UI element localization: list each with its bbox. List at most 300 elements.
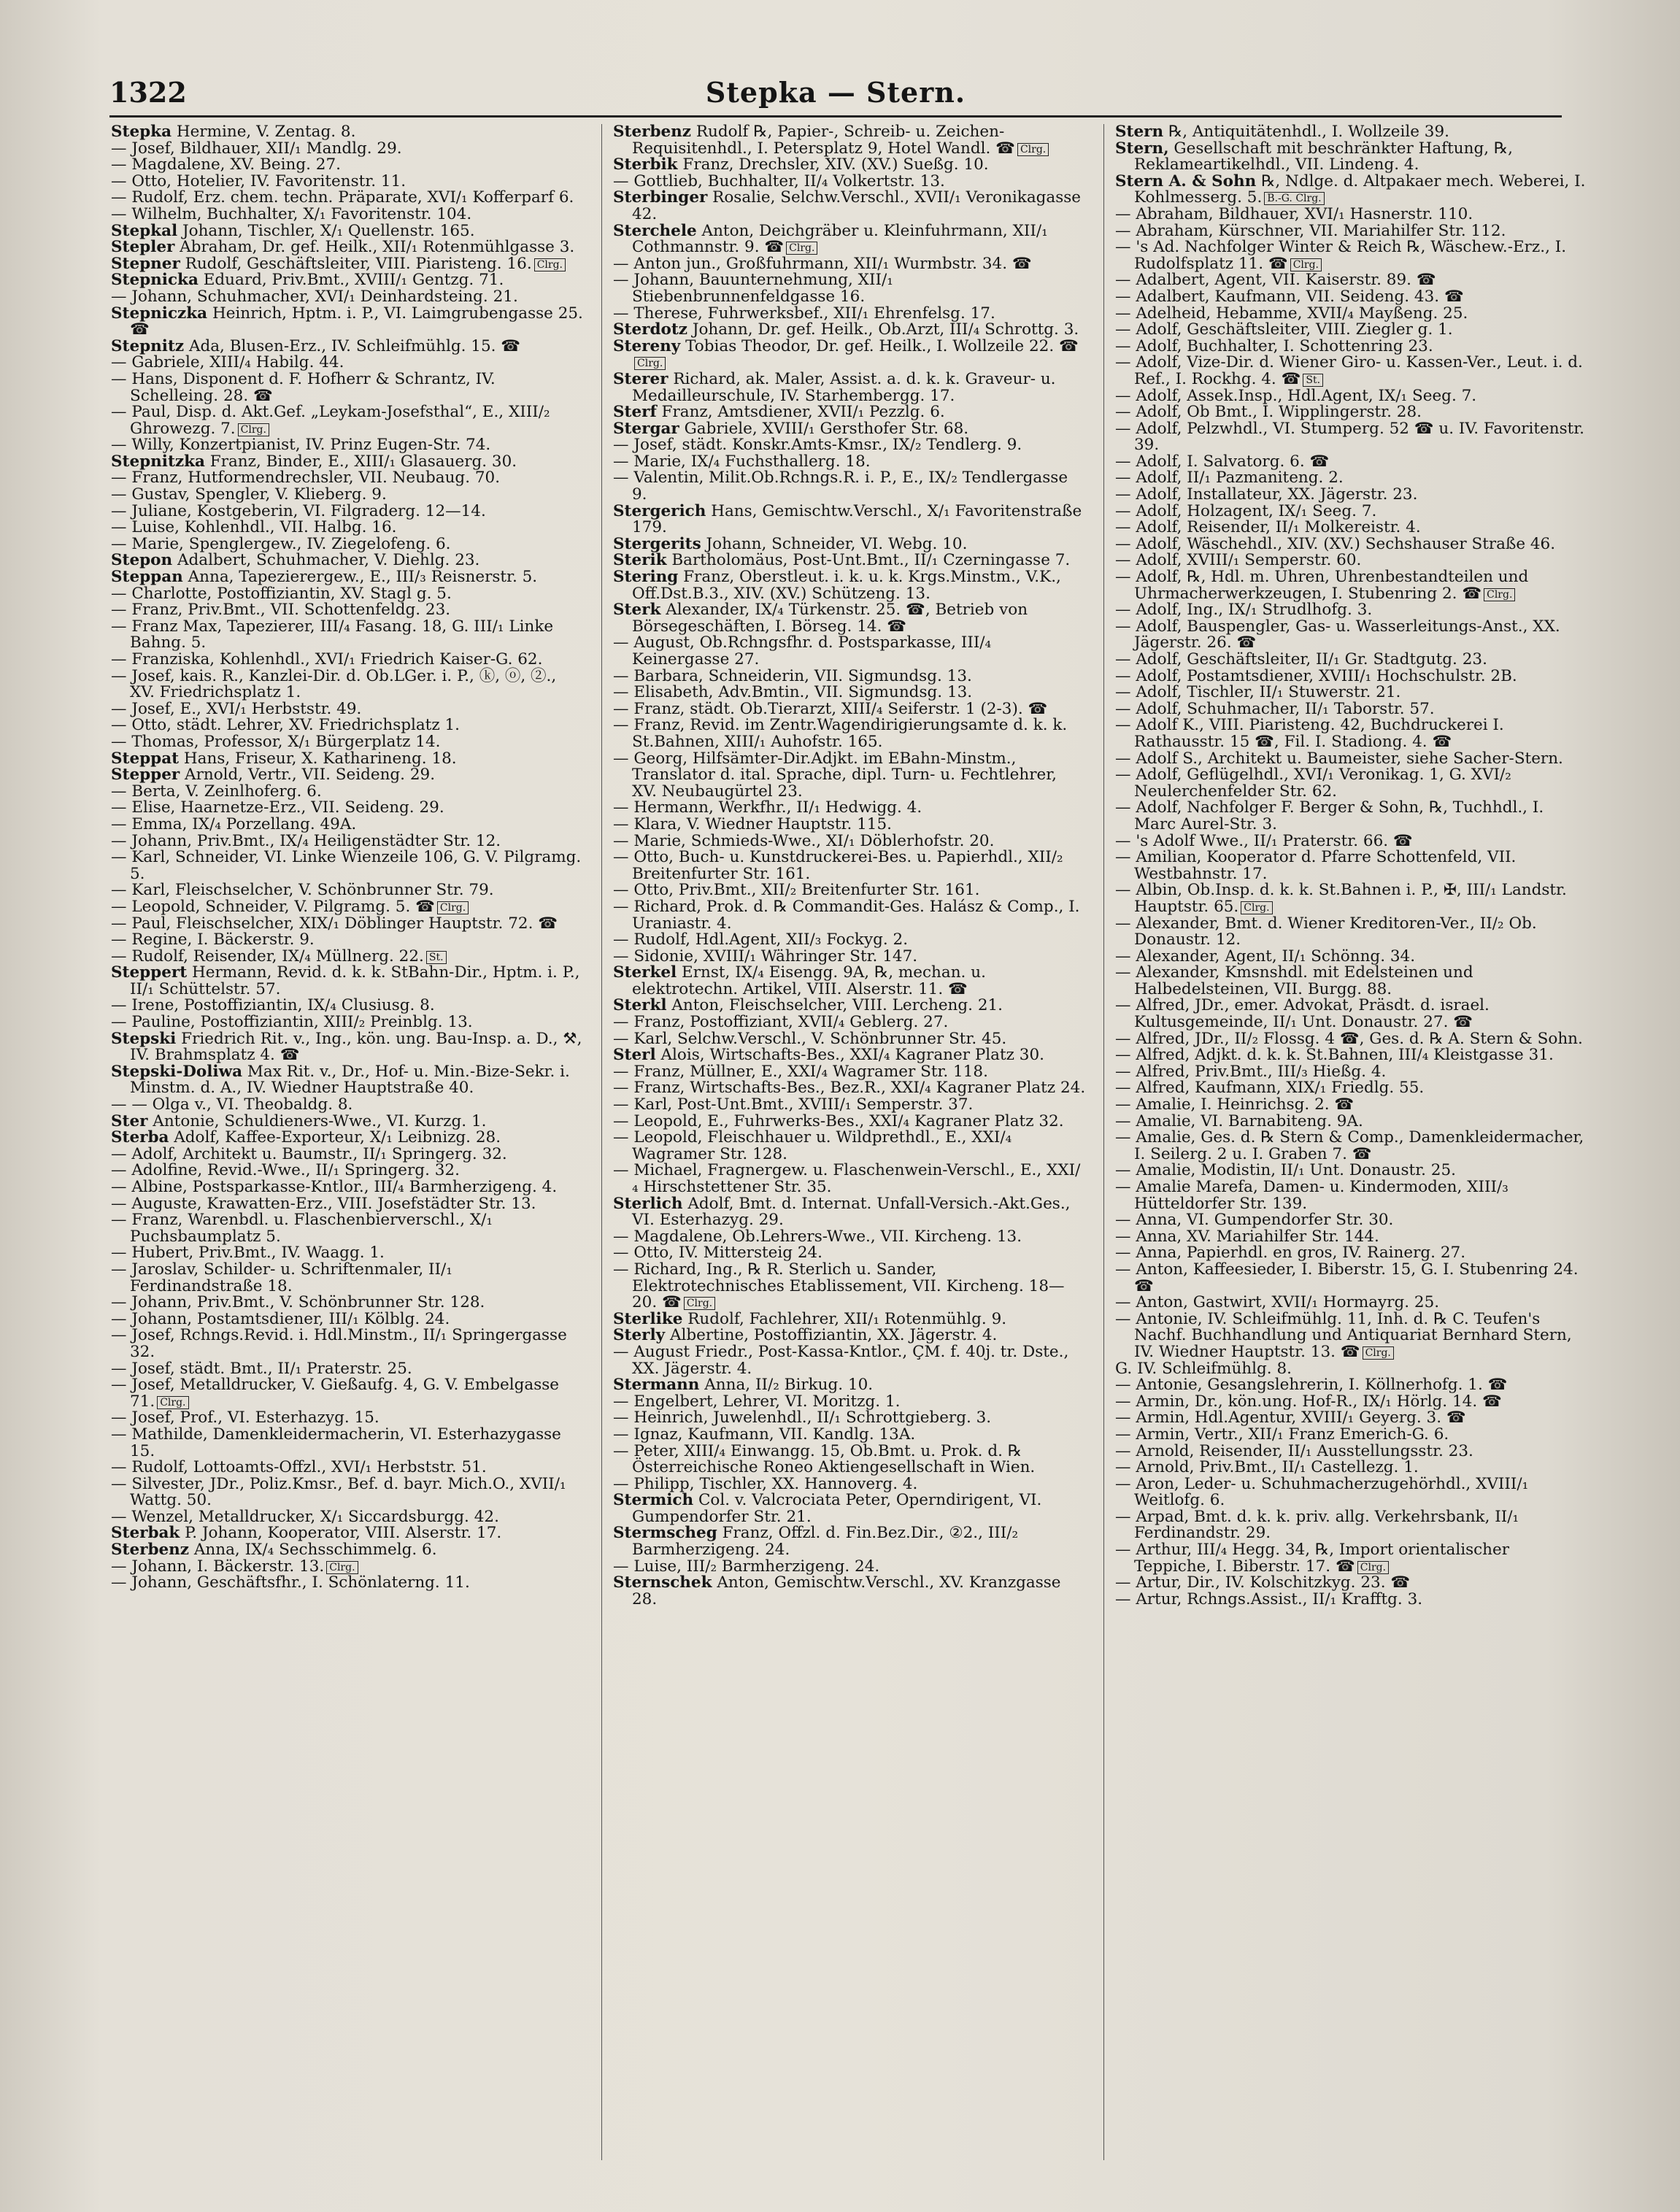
entry-text: — Adolf, XVIII/₁ Semperstr. 60. (1115, 551, 1362, 570)
directory-entry (1115, 882, 1588, 915)
directory-entry (613, 965, 1086, 998)
directory-entry (1115, 767, 1588, 800)
entry-text: Franz, Binder, E., XIII/₁ Glasauerg. 30. (204, 452, 517, 471)
entry-text: — Auguste, Krawatten-Erz., VIII. Josefstädter Str. 13. (111, 1194, 536, 1213)
column-divider (601, 124, 602, 2160)
directory-entry (1115, 470, 1588, 487)
entry-text: — Adolf, ℞, Hdl. m. Uhren, Uhrenbestandteilen und Uhrmacherwerkzeugen, I. Stubenring 2. ☎ (1115, 568, 1529, 603)
directory-entry (1115, 388, 1588, 405)
entry-text: — Josef, kais. R., Kanzlei-Dir. d. Ob.LGer. i. P., ⓚ, ⓞ, ②., XV. Friedrichsplatz 1. (111, 666, 557, 702)
directory-entry (111, 272, 584, 289)
entry-text: — Leopold, E., Fuhrwerks-Bes., XXI/₄ Kagraner Platz 32. (613, 1111, 1064, 1130)
entry-text: — Paul, Fleischselcher, XIX/₁ Döblinger Hauptstr. 72. ☎ (111, 914, 558, 933)
entry-surname: Stern (1115, 124, 1164, 141)
entry-text: — 's Adolf Wwe., II/₁ Praterstr. 66. ☎ (1115, 831, 1413, 850)
directory-entry (111, 336, 584, 355)
entry-text: — Franziska, Kohlenhdl., XVI/₁ Friedrich Kaiser-G. 62. (111, 650, 543, 668)
entry-text: Gabriele, XVIII/₁ Gersthofer Str. 68. (679, 419, 969, 438)
directory-entry (111, 1327, 584, 1360)
entry-text: Franz, Amtsdiener, XVII/₁ Pezzlg. 6. (656, 403, 945, 422)
directory-entry (111, 1559, 584, 1576)
directory-entry (1115, 1361, 1588, 1378)
directory-entry (1115, 685, 1588, 701)
entry-text: Heinrich, Hptm. i. P., VI. Laimgrubengasse 25. ☎ (130, 304, 583, 339)
entry-badge: Clrg. (1290, 258, 1322, 271)
directory-entry (111, 157, 584, 174)
directory-entry (613, 833, 1086, 850)
directory-entry (613, 751, 1086, 801)
entry-surname: Stepski-Doliwa (111, 1062, 243, 1081)
entry-text: — Franz, Priv.Bmt., VII. Schottenfeldg. 23. (111, 601, 451, 620)
entry-text: — Luise, Kohlenhdl., VII. Halbg. 16. (111, 518, 397, 537)
entry-badge: Clrg. (684, 1297, 715, 1310)
entry-text: — Hubert, Priv.Bmt., IV. Waagg. 1. (111, 1244, 385, 1263)
entry-text: — Albin, Ob.Insp. d. k. k. St.Bahnen i. P., ✠, III/₁ Landstr. Hauptstr. 65. (1115, 881, 1567, 916)
directory-entry (1115, 289, 1588, 306)
entry-text: — Josef, E., XVI/₁ Herbststr. 49. (111, 699, 362, 718)
entry-surname: Sterba (111, 1128, 169, 1147)
entry-badge: St. (426, 951, 447, 964)
directory-entry (111, 306, 584, 339)
entry-text: — Arthur, III/₄ Hegg. 34, ℞, Import orientalischer Teppiche, I. Biberstr. 17. ☎ (1115, 1541, 1510, 1576)
directory-entry (613, 1111, 1086, 1130)
directory-entry (111, 1163, 584, 1179)
directory-entry (111, 619, 584, 652)
directory-entry (111, 1311, 584, 1328)
directory-entry (111, 501, 584, 520)
entry-text: — Juliane, Kostgeberin, VI. Filgraderg. 12—14. (111, 501, 486, 520)
entry-text: — Artur, Rchngs.Assist., II/₁ Krafftg. 3. (1115, 1589, 1423, 1608)
entry-text: Adolf, Bmt. d. Internat. Unfall-Versich.-Akt.Ges., VI. Esterhazyg. 29. (632, 1194, 1071, 1230)
entry-text: — Franz, Müllner, E., XXI/₄ Wagramer Str. 118. (613, 1062, 988, 1081)
entry-text: Johann, Dr. gef. Heilk., Ob.Arzt, III/₄ Schrottg. 3. (687, 320, 1079, 339)
entry-text: — Karl, Fleischselcher, V. Schönbrunner Str. 79. (111, 881, 494, 900)
directory-entry (111, 520, 584, 536)
entry-text: — Paul, Disp. d. Akt.Gef. „Leykam-Josefsthal“, E., XIII/₂ Ghrowezg. 7. (111, 403, 550, 438)
entry-text: — Amalie, Ges. d. ℞ Stern & Comp., Damenkleidermacher, I. Seilerg. 2 u. I. Graben 7. ☎ (1115, 1128, 1584, 1163)
directory-entry (111, 256, 584, 273)
entry-text: — Adolf, Buchhalter, I. Schottenring 23. (1115, 336, 1433, 355)
entry-text: — Alexander, Bmt. d. Wiener Kreditoren-Ver., II/₂ Ob. Donaustr. 12. (1115, 914, 1537, 949)
entry-text: — August Friedr., Post-Kassa-Kntlor., ÇM. f. 40j. tr. Dste., XX. Jägerstr. 4. (613, 1342, 1069, 1378)
directory-entry (1115, 1031, 1588, 1048)
entry-text: — Elisabeth, Adv.Bmtin., VII. Sigmundsg. 13. (613, 683, 973, 702)
directory-entry (1115, 421, 1588, 454)
directory-entry (1115, 1410, 1588, 1427)
entry-text: Albertine, Postoffiziantin, XX. Jägerstr. 4. (665, 1326, 998, 1345)
directory-entry (613, 849, 1086, 882)
entry-text: — Leopold, Fleischhauer u. Wildprethdl., E., XXI/₄ Wagramer Str. 128. (613, 1128, 1012, 1163)
directory-entry (1115, 1245, 1588, 1262)
entry-text: — Adolf, Assek.Insp., Hdl.Agent, IX/₁ Seeg. 7. (1115, 386, 1477, 405)
entry-text: Franz, Oberstleut. i. k. u. k. Krgs.Minstm., V.K., Off.Dst.B.3., XIV. (XV.) Schützeng. 13. (632, 568, 1061, 603)
directory-entry (1115, 998, 1588, 1030)
entry-text: — Artur, Dir., IV. Kolschitzkyg. 23. ☎ (1115, 1573, 1411, 1592)
directory-entry (1115, 668, 1588, 685)
directory-entry (1115, 272, 1588, 289)
entry-text: — Peter, XIII/₄ Einwangg. 15, Ob.Bmt. u. Prok. d. ℞ Österreichische Roneo Aktiengesellschaft in Wien. (613, 1441, 1036, 1477)
entry-text: — Josef, Prof., VI. Esterhazyg. 15. (111, 1408, 379, 1427)
entry-text: — Adolf, I. Salvatorg. 6. ☎ (1115, 452, 1330, 471)
directory-entry (111, 652, 584, 668)
entry-text: — Franz, Revid. im Zentr.Wagendirigierungsamte d. k. k. St.Bahnen, XIII/₁ Auhofstr. 165. (613, 716, 1068, 751)
entry-text: — Regine, I. Bäckerstr. 9. (111, 930, 315, 949)
directory-entry (613, 1476, 1086, 1493)
entry-text: — Georg, Hilfsämter-Dir.Adjkt. im EBahn-Minstm., Translator d. ital. Sprache, dipl. Turn- u. Fechtlehrer, XV. Neubaugürtel 23. (613, 749, 1057, 801)
entry-text: — Valentin, Milit.Ob.Rchngs.R. i. P., E., IX/₂ Tendlergasse 9. (613, 469, 1068, 504)
entry-surname: Stergerits (613, 534, 701, 553)
entry-text: — Wilhelm, Buchhalter, X/₁ Favoritenstr. 104. (111, 204, 472, 223)
directory-entry (111, 1575, 584, 1592)
entry-text: Rosalie, Selchw.Verschl., XVII/₁ Veronikagasse 42. (632, 188, 1082, 223)
entry-text: — Otto, Buch- u. Kunstdruckerei-Bes. u. Papierhdl., XII/₂ Breitenfurter Str. 161. (613, 848, 1063, 883)
entry-text: — Johann, Priv.Bmt., IX/₄ Heiligenstädter Str. 12. (111, 831, 501, 850)
directory-entry (613, 569, 1086, 602)
directory-entry (111, 190, 584, 207)
entry-text: — Adolf, Ob Bmt., I. Wipplingerstr. 28. (1115, 403, 1422, 422)
entry-surname: Sterly (613, 1326, 666, 1345)
entry-text: — Adolf, Postamtsdiener, XVIII/₁ Hochschulstr. 2B. (1115, 666, 1517, 685)
entry-text: — Franz, Warenbdl. u. Flaschenbierverschl., X/₁ Puchsbaumplatz 5. (111, 1211, 493, 1246)
directory-entry (1115, 322, 1588, 339)
directory-entry (613, 306, 1086, 323)
entry-text: — Armin, Dr., kön.ung. Hof-R., IX/₁ Hörlg. 14. ☎ (1115, 1392, 1502, 1411)
entry-surname: Ster (111, 1111, 148, 1130)
directory-entry (1115, 404, 1588, 421)
entry-text: — Gabriele, XIII/₄ Habilg. 44. (111, 353, 344, 372)
entry-surname: Stepnitz (111, 336, 185, 355)
entry-text: — Josef, Bildhauer, XII/₁ Mandlg. 29. (111, 139, 402, 158)
entry-text: — Antonie, IV. Schleifmühlg. 11, Inh. d. ℞ C. Teufen's Nachf. Buchhandlung und Antiquariat Bernhard Stern, IV. Wiedner Hauptstr. 13. ☎ (1115, 1309, 1572, 1361)
directory-entry (111, 586, 584, 603)
directory-entry (613, 1441, 1086, 1477)
header-rule (109, 115, 1562, 117)
directory-entry (613, 602, 1086, 635)
entry-surname: Steppert (111, 963, 188, 982)
directory-entry (111, 289, 584, 306)
entry-badge: Clrg. (1017, 143, 1049, 156)
directory-entry (613, 536, 1086, 553)
entry-text: Alexander, IX/₄ Türkenstr. 25. ☎, Betrieb von Börsegeschäften, I. Börseg. 14. ☎ (632, 601, 1028, 636)
entry-text: — Anton, Gastwirt, XVII/₁ Hormayrg. 25. (1115, 1293, 1440, 1312)
entry-badge: Clrg. (326, 1561, 358, 1574)
directory-entry (1115, 141, 1588, 174)
directory-entry (613, 1327, 1086, 1344)
directory-entry (1115, 1179, 1588, 1212)
entry-text: — Silvester, JDr., Poliz.Kmsr., Bef. d. bayr. Mich.O., XVII/₁ Wattg. 50. (111, 1474, 566, 1510)
entry-text: — Hans, Disponent d. F. Hofherr & Schrantz, IV. Schelleing. 28. ☎ (111, 369, 496, 405)
directory-entry (613, 1262, 1086, 1311)
entry-badge: Clrg. (157, 1396, 188, 1409)
entry-text: Johann, Schneider, VI. Webg. 10. (701, 534, 968, 553)
entry-text: — Marie, IX/₄ Fuchsthallerg. 18. (613, 452, 871, 471)
directory-entry (111, 882, 584, 899)
directory-entry (1115, 751, 1588, 768)
entry-text: — August, Ob.Rchngsfhr. d. Postsparkasse, III/₄ Keinergasse 27. (613, 633, 992, 668)
directory-entry (613, 1080, 1086, 1097)
entry-surname: Stermich (613, 1491, 694, 1510)
entry-surname: Sterkl (613, 996, 667, 1015)
entry-surname: Sterl (613, 1046, 656, 1065)
directory-entry (111, 767, 584, 784)
entry-text: Col. v. Valcrociata Peter, Operndirigent, VI. Gumpendorfer Str. 21. (632, 1491, 1042, 1526)
directory-entry (1115, 1575, 1588, 1592)
entry-text: — 's Ad. Nachfolger Winter & Reich ℞, Wäschew.-Erz., I. Rudolfsplatz 11. ☎ (1115, 238, 1567, 273)
entry-text: — Adolf, Ing., IX/₁ Strudlhofg. 3. (1115, 601, 1373, 620)
column-divider (1103, 124, 1104, 2160)
directory-entry (111, 1111, 584, 1130)
entry-text: Friedrich Rit. v., Ing., kön. ung. Bau-Insp. a. D., ⚒, IV. Brahmsplatz 4. ☎ (130, 1029, 582, 1065)
directory-entry (613, 1344, 1086, 1377)
entry-text: — Franz, Postoffiziant, XVII/₄ Geblerg. 27. (613, 1013, 949, 1032)
entry-text: — Rudolf, Reisender, IX/₄ Müllnerg. 22. (111, 947, 424, 966)
entry-text: — — Olga v., VI. Theobaldg. 8. (111, 1095, 353, 1114)
directory-entry (111, 124, 584, 141)
entry-text: — Johann, Geschäftsfhr., I. Schönlaterng. 11. (111, 1573, 470, 1592)
entry-text: — Engelbert, Lehrer, VI. Moritzg. 1. (613, 1392, 901, 1411)
entry-text: — Amalie, VI. Barnabiteng. 9A. (1115, 1111, 1363, 1130)
entry-surname: Sterlike (613, 1309, 683, 1328)
entry-surname: Stepler (111, 238, 175, 257)
directory-entry (1115, 1460, 1588, 1476)
entry-text: — Franz Max, Tapezierer, III/₄ Fasang. 18, G. III/₁ Linke Bahng. 5. (111, 617, 554, 652)
entry-text: — Adalbert, Agent, VII. Kaiserstr. 89. ☎ (1115, 271, 1436, 290)
entry-text: — Leopold, Schneider, V. Pilgramg. 5. ☎ (111, 897, 435, 916)
directory-entry (613, 1047, 1086, 1064)
entry-text: — Barbara, Schneiderin, VII. Sigmundsg. 13. (613, 666, 972, 685)
entry-text: — Anton, Kaffeesieder, I. Biberstr. 15, G. I. Stubenring 24. ☎ (1115, 1260, 1579, 1295)
entry-text: — Antonie, Gesangslehrerin, I. Köllnerhofg. 1. ☎ (1115, 1376, 1508, 1395)
directory-entry (111, 949, 584, 966)
entry-text: — Ignaz, Kaufmann, VII. Kandlg. 13A. (613, 1425, 916, 1444)
directory-entry (1115, 602, 1588, 619)
entry-text: — Anna, XV. Mariahilfer Str. 144. (1115, 1227, 1379, 1246)
entry-text: Antonie, Schuldieners-Wwe., VI. Kurzg. 1. (147, 1111, 487, 1130)
directory-entry (111, 965, 584, 998)
entry-text: — Anna, VI. Gumpendorfer Str. 30. (1115, 1211, 1394, 1230)
directory-entry (613, 1394, 1086, 1411)
entry-text: — Otto, Hotelier, IV. Favoritenstr. 11. (111, 172, 406, 190)
entry-surname: Stergar (613, 419, 679, 438)
entry-text: — Johann, Priv.Bmt., V. Schönbrunner Str. 128. (111, 1293, 485, 1312)
entry-text: — Irene, Postoffiziantin, IX/₄ Clusiusg. 8. (111, 996, 435, 1015)
entry-surname: Sterbenz (111, 1541, 190, 1560)
entry-text: — Richard, Prok. d. ℞ Commandit-Ges. Halász & Comp., I. Uraniastr. 4. (613, 897, 1080, 933)
directory-entry (111, 1031, 584, 1064)
entry-surname: Stepper (111, 766, 180, 785)
directory-entry (613, 322, 1086, 339)
entry-text: Anna, Tapezierergew., E., III/₃ Reisnerstr. 5. (182, 568, 538, 587)
entry-text: — Mathilde, Damenkleidermacherin, VI. Esterhazygasse 15. (111, 1425, 561, 1460)
entry-text: — Emma, IX/₄ Porzellang. 49A. (111, 814, 357, 833)
entry-text: — Adolf, Architekt u. Baumstr., II/₁ Springerg. 32. (111, 1144, 507, 1163)
entry-text: — Wenzel, Metalldrucker, X/₁ Siccardsburgg. 42. (111, 1507, 499, 1526)
directory-entry (111, 1097, 584, 1114)
directory-entry (111, 371, 584, 404)
directory-entry (1115, 949, 1588, 966)
directory-entry (1115, 501, 1588, 520)
directory-entry (111, 454, 584, 471)
directory-entry (613, 1014, 1086, 1031)
directory-entry (1115, 223, 1588, 240)
directory-entry (613, 882, 1086, 899)
directory-entry (613, 421, 1086, 438)
entry-text: Franz, Drechsler, XIV. (XV.) Sueßg. 10. (677, 155, 989, 174)
entry-text: — Adolf, Schuhmacher, II/₁ Taborstr. 57. (1115, 699, 1435, 718)
entry-text: — Adolf, Tischler, II/₁ Stuwerstr. 21. (1115, 683, 1401, 702)
entry-badge: Clrg. (1484, 588, 1515, 601)
entry-text: — Armin, Hdl.Agentur, XVIII/₁ Geyerg. 3. ☎ (1115, 1408, 1466, 1427)
directory-entry (613, 174, 1086, 190)
entry-surname: Stepnitzka (111, 452, 205, 471)
entry-text: — Adolf, Bauspengler, Gas- u. Wasserleitungs-Anst., XX. Jägerstr. 26. ☎ (1115, 617, 1560, 652)
entry-text: Johann, Tischler, X/₁ Quellenstr. 165. (177, 221, 475, 240)
entry-badge: Clrg. (786, 242, 817, 255)
entry-badge: St. (1303, 374, 1323, 387)
entry-surname: Stepkal (111, 221, 178, 240)
entry-surname: Stering (613, 568, 679, 587)
entry-badge: Clrg. (1357, 1561, 1389, 1574)
entry-surname: Sterchele (613, 221, 697, 240)
directory-entry (111, 1262, 584, 1295)
entry-text: — Michael, Fragnergew. u. Flaschenwein-Verschl., E., XXI/₄ Hirschstettener Str. 35. (613, 1161, 1081, 1196)
directory-entry (1115, 1295, 1588, 1311)
directory-entry (613, 1130, 1086, 1163)
directory-entry (1115, 239, 1588, 272)
directory-entry (1115, 1163, 1588, 1179)
directory-entry (111, 1179, 584, 1196)
entry-text: — Anna, Papierhdl. en gros, IV. Rainerg. 27. (1115, 1244, 1466, 1263)
entry-text: — Alfred, Priv.Bmt., III/₃ Hießg. 4. (1115, 1062, 1387, 1081)
directory-entry (111, 1245, 584, 1262)
directory-entry (1115, 1589, 1588, 1608)
entry-text: G. IV. Schleifmühlg. 8. (1115, 1359, 1292, 1378)
entry-text: — Adolf K., VIII. Piaristeng. 42, Buchdruckerei I. Rathausstr. 15 ☎, Fil. I. Stadiong. 4. ☎ (1115, 716, 1504, 751)
entry-text: — Abraham, Bildhauer, XVI/₁ Hasnerstr. 110. (1115, 204, 1473, 223)
entry-text: — Rudolf, Hdl.Agent, XII/₃ Fockyg. 2. (613, 930, 909, 949)
directory-entry (1115, 1047, 1588, 1064)
entry-badge: B.-G. Clrg. (1264, 192, 1324, 205)
directory-entry (613, 717, 1086, 750)
directory-entry (1115, 800, 1588, 833)
directory-entry (613, 685, 1086, 701)
directory-entry (111, 784, 584, 801)
directory-entry (613, 814, 1086, 833)
entry-text: Franz, Offzl. d. Fin.Bez.Dir., ②2., III/₂ Barmherzigeng. 24. (632, 1524, 1019, 1560)
directory-entry (1115, 1130, 1588, 1163)
directory-entry (1115, 454, 1588, 471)
entry-text: ℞, Ndlge. d. Altpakaer mech. Weberei, I. Kohlmesserg. 5. (1134, 172, 1586, 207)
entry-text: — Armin, Vertr., XII/₁ Franz Emerich-G. 6. (1115, 1425, 1449, 1444)
entry-text: — Sidonie, XVIII/₁ Währinger Str. 147. (613, 947, 918, 966)
directory-entry (613, 899, 1086, 932)
directory-entry (613, 552, 1086, 569)
entry-text: — Marie, Schmieds-Wwe., XI/₁ Döblerhofstr. 20. (613, 831, 995, 850)
directory-entry (111, 998, 584, 1014)
entry-text: — Alexander, Agent, II/₁ Schönng. 34. (1115, 947, 1416, 966)
directory-entry (613, 404, 1086, 421)
entry-surname: Sterf (613, 403, 657, 422)
entry-text: — Anton jun., Großfuhrmann, XII/₁ Wurmbstr. 34. ☎ (613, 254, 1032, 273)
entry-text: Eduard, Priv.Bmt., XVIII/₁ Gentzg. 71. (198, 271, 504, 290)
directory-entry (613, 1525, 1086, 1558)
entry-text: — Adolf, Vize-Dir. d. Wiener Giro- u. Kassen-Ver., Leut. i. d. Ref., I. Rockhg. 4. ☎ (1115, 353, 1583, 388)
entry-surname: Stepon (111, 551, 173, 570)
entry-text: — Johann, Postamtsdiener, III/₁ Kölblg. 24. (111, 1309, 450, 1328)
entry-text: — Adolf, Installateur, XX. Jägerstr. 23. (1115, 485, 1418, 504)
entry-text: Rudolf ℞, Papier-, Schreib- u. Zeichen-Requisitenhdl., I. Petersplatz 9, Hotel Wandl. ☎ (632, 124, 1015, 158)
entry-text: — Franz, Wirtschafts-Bes., Bez.R., XXI/₄ Kagraner Platz 24. (613, 1079, 1086, 1098)
directory-entry (111, 1377, 584, 1410)
directory-entry (111, 204, 584, 223)
directory-entry (111, 734, 584, 751)
entry-text: — Josef, städt. Bmt., II/₁ Praterstr. 25. (111, 1359, 412, 1378)
entry-text: — Aron, Leder- u. Schuhmacherzugehörhdl., XVIII/₁ Weitlofg. 6. (1115, 1474, 1529, 1510)
entry-text: — Alfred, Adjkt. d. k. k. St.Bahnen, III/₄ Kleistgasse 31. (1115, 1046, 1554, 1065)
entry-text: — Heinrich, Juwelenhdl., II/₁ Schrottgieberg. 3. (613, 1408, 992, 1427)
entry-text: — Adolf, Pelzwhdl., VI. Stumperg. 52 ☎ u. IV. Favoritenstr. 39. (1115, 419, 1585, 455)
directory-entry (111, 1064, 584, 1097)
directory-entry (1115, 916, 1588, 949)
directory-entry (1115, 1229, 1588, 1246)
directory-entry (111, 1427, 584, 1460)
entry-surname: Stermann (613, 1376, 700, 1395)
entry-text: — Johann, Schuhmacher, XVI/₁ Deinhardsteing. 21. (111, 287, 518, 306)
entry-text: Anna, IX/₄ Sechsschimmelg. 6. (189, 1541, 437, 1560)
directory-entry (613, 668, 1086, 685)
entry-surname: Sterik (613, 551, 667, 570)
directory-entry (1115, 336, 1588, 355)
directory-entry (111, 404, 584, 437)
entry-surname: Stepka (111, 124, 172, 141)
directory-entry (613, 454, 1086, 471)
entry-badge: Clrg. (238, 423, 269, 436)
directory-entry (1115, 1509, 1588, 1542)
directory-entry (111, 1542, 584, 1559)
directory-entry (111, 899, 584, 916)
entry-surname: Stern, (1115, 139, 1169, 158)
entry-text: — Karl, Selchw.Verschl., V. Schönbrunner Str. 45. (613, 1029, 1007, 1048)
directory-entry (111, 1460, 584, 1476)
directory-entry (1115, 1097, 1588, 1114)
entry-text: ℞, Antiquitätenhdl., I. Wollzeile 39. (1163, 124, 1449, 141)
entry-surname: Sterkel (613, 963, 677, 982)
entry-text: — Alfred, Kaufmann, XIX/₁ Friedlg. 55. (1115, 1079, 1425, 1098)
entry-surname: Sterk (613, 601, 661, 620)
directory-entry (1115, 552, 1588, 569)
directory-entry (613, 1377, 1086, 1394)
entry-surname: Stepski (111, 1029, 177, 1048)
directory-entry (1115, 1441, 1588, 1460)
directory-entry (111, 717, 584, 734)
directory-entry (613, 190, 1086, 223)
entry-text: Tobias Theodor, Dr. gef. Heilk., I. Wollzeile 22. ☎ (680, 336, 1079, 355)
entry-text: — Adolf S., Architekt u. Baumeister, siehe Sacher-Stern. (1115, 749, 1563, 768)
directory-entry (613, 470, 1086, 503)
entry-text: — Charlotte, Postoffiziantin, XV. Stagl g. 5. (111, 584, 452, 603)
directory-entry (613, 1559, 1086, 1576)
directory-entry (1115, 833, 1588, 850)
entry-text: Richard, ak. Maler, Assist. a. d. k. k. Graveur- u. Medailleurschule, IV. Starhembergg. 17. (632, 369, 1056, 405)
entry-text: — Alfred, JDr., emer. Advokat, Präsdt. d. israel. Kultusgemeinde, II/₁ Unt. Donaustr. 27. ☎ (1115, 996, 1490, 1032)
directory-entry (111, 174, 584, 190)
entry-text: — Magdalene, Ob.Lehrers-Wwe., VII. Kircheng. 13. (613, 1227, 1022, 1246)
directory-entry (613, 1163, 1086, 1195)
directory-entry (111, 536, 584, 553)
directory-entry (111, 487, 584, 504)
entry-text: — Johann, Bauunternehmung, XII/₁ Stiebenbrunnenfeldgasse 16. (613, 271, 893, 306)
entry-text: — Arpad, Bmt. d. k. k. priv. allg. Verkehrsbank, II/₁ Ferdinandstr. 29. (1115, 1507, 1519, 1543)
